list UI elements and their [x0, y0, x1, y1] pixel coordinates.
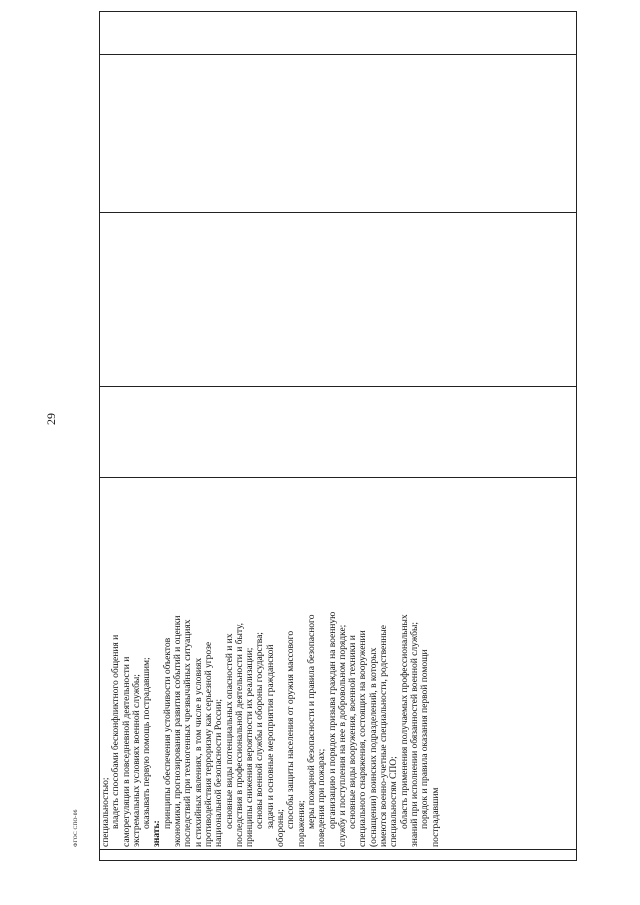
text-line: знаний при исполнении обязанностей военной службы; — [408, 621, 420, 847]
text-line: оказывать первую помощь пострадавшим; — [141, 657, 153, 829]
text-line: противодействия терроризму как серьезной угрозе — [202, 641, 214, 847]
text-line: меры пожарной безопасности и правила безопасного — [305, 614, 317, 829]
text-line: последствий при техногенных чрезвычайных ситуациях — [182, 619, 194, 847]
empty-cell-code — [100, 55, 577, 213]
text-line: специального снаряжения, состоящих на вооружении — [357, 630, 369, 847]
text-line: поведения при пожарах; — [316, 748, 328, 847]
footer-code: ФГОС СПО-06 — [73, 809, 79, 847]
text-line: экстремальных условиях военной службы; — [130, 674, 142, 847]
text-line: основные виды потенциальных опасностей и их — [223, 633, 235, 829]
text-line: службу и поступления на нее в добровольном порядке; — [336, 624, 348, 847]
text-line: и стихийных явлениях, в том числе в условиях — [192, 657, 204, 847]
text-line: поражения; — [295, 800, 307, 847]
text-line: владеть способами бесконфликтного общения и — [110, 634, 122, 829]
text-line: имеются военно-учетные специальности, родственные — [378, 625, 390, 847]
text-line: национальной безопасности России; — [213, 699, 225, 847]
text-line: специальностям СПО; — [388, 756, 400, 847]
text-line: последствия в профессиональной деятельности и быту, — [233, 622, 245, 847]
table-row — [100, 12, 577, 861]
text-line: принципы обеспечения устойчивости объектов — [161, 637, 173, 829]
requirements-cell — [100, 478, 577, 850]
text-line: знать: — [151, 820, 163, 847]
text-line: основы военной службы и обороны государства; — [254, 632, 266, 829]
text-line: (оснащении) воинских подразделений, в которых — [367, 647, 379, 847]
page-number: 29 — [44, 413, 58, 425]
text-line: область применения получаемых профессиональных — [398, 614, 410, 829]
text-line: порядок и правила оказания первой помощи — [419, 649, 431, 829]
text-line: экономики, прогнозирования развития событий и оценки — [172, 615, 184, 847]
text-line: принципы снижения вероятности их реализации; — [244, 647, 256, 847]
rotated-page — [99, 18, 577, 861]
empty-cell-competence — [100, 12, 577, 55]
text-line: специальностью; — [100, 777, 111, 847]
text-line: задачи и основные мероприятия гражданской — [264, 644, 276, 829]
text-line: основные виды вооружения, военной техники и — [347, 635, 359, 829]
text-line: способы защиты населения от оружия массового — [285, 630, 297, 829]
index-cell — [100, 850, 577, 861]
text-line: организацию и порядок призыва граждан на военную — [326, 611, 338, 829]
empty-cell-hours — [100, 387, 577, 478]
standards-table — [99, 11, 577, 861]
text-line: пострадавшим — [429, 787, 441, 847]
text-line: саморегуляции в повседневной деятельности и — [120, 656, 132, 847]
text-line: обороны; — [275, 809, 287, 847]
empty-cell-discipline — [100, 213, 577, 387]
requirements-text — [100, 478, 441, 849]
